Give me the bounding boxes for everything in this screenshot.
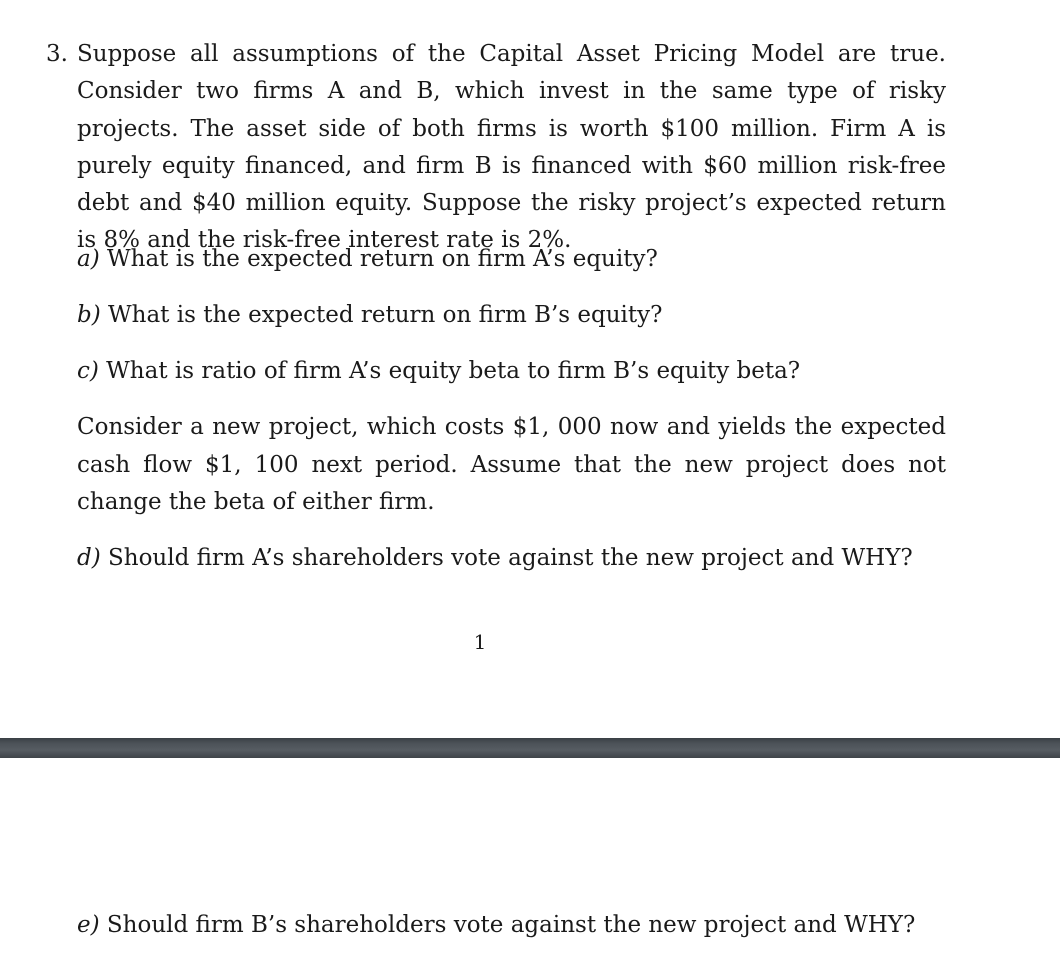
question-e bbox=[77, 907, 915, 944]
question-e-label: e) bbox=[77, 912, 100, 938]
question-c bbox=[77, 353, 800, 390]
question-a bbox=[77, 241, 658, 278]
question-d-text: Should firm A’s shareholders vote against the new project and WHY? bbox=[108, 545, 913, 571]
question-c-text: What is ratio of firm A’s equity beta to firm B’s equity beta? bbox=[106, 358, 801, 384]
question-b bbox=[77, 297, 662, 334]
problem-text: Suppose all assumptions of the Capital Asset Pricing Model are true. Consider two firms A and B, which invest in the same type of risky projects. The asset side of both firms is worth $100 million. Firm A is purely equity financed, and firm B is financed with $60 million risk-free debt and $40 million equity. Suppose the risky project’s expected return is 8% and the risk-free interest rate is 2%. bbox=[77, 41, 946, 254]
question-b-label: b) bbox=[77, 302, 101, 328]
document-page-2 bbox=[0, 758, 1060, 973]
question-d-label: d) bbox=[77, 545, 101, 571]
question-e-text: Should firm B’s shareholders vote against the new project and WHY? bbox=[106, 912, 916, 938]
question-a-text: What is the expected return on firm A’s equity? bbox=[107, 246, 658, 272]
question-a-label: a) bbox=[77, 246, 100, 272]
page-number: 1 bbox=[473, 630, 487, 654]
problem-number: 3. bbox=[46, 41, 68, 67]
page-divider bbox=[0, 738, 1060, 758]
new-project-paragraph: Consider a new project, which costs $1, 000 now and yields the expected cash flow $1, 100 next period. Assume that the new project does not change the beta of either firm. bbox=[77, 414, 946, 515]
question-b-text: What is the expected return on firm B’s equity? bbox=[108, 302, 663, 328]
question-d bbox=[77, 540, 913, 577]
problem-statement bbox=[46, 36, 946, 260]
question-c-label: c) bbox=[77, 358, 99, 384]
